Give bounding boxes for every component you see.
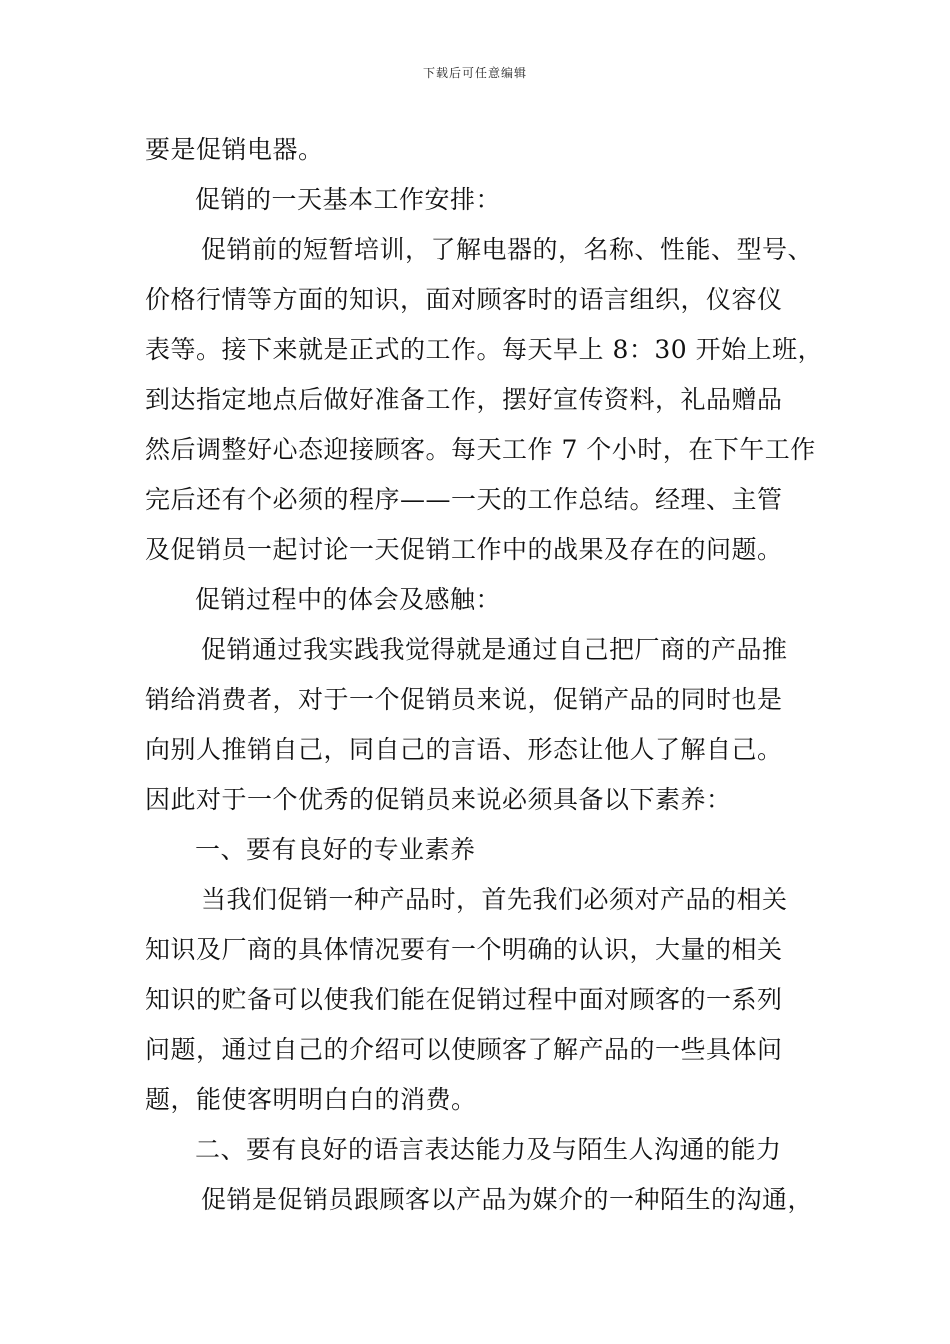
text-line: 要是促销电器。: [145, 135, 324, 164]
text-line: 到达指定地点后做好准备工作，摆好宣传资料，礼品赠品: [145, 385, 783, 414]
text-line: 然后调整好心态迎接顾客。每天工作 7 个小时，在下午工作: [145, 435, 816, 464]
text-line: 价格行情等方面的知识，面对顾客时的语言组织，仪容仪: [145, 285, 783, 314]
text-line: 及促销员一起讨论一天促销工作中的战果及存在的问题。: [145, 535, 783, 564]
text-line: 促销前的短暂培训，了解电器的，名称、性能、型号、: [201, 235, 814, 264]
text-line: 销给消费者，对于一个促销员来说，促销产品的同时也是: [145, 685, 783, 714]
text-line: 促销的一天基本工作安排：: [195, 185, 502, 214]
text-line: 一、要有良好的专业素养: [195, 835, 476, 864]
page-header: 下载后可任意编辑: [422, 66, 527, 80]
text-line: 知识及厂商的具体情况要有一个明确的认识，大量的相关: [145, 935, 783, 964]
text-line: 促销通过我实践我觉得就是通过自己把厂商的产品推: [201, 635, 788, 664]
text-line: 向别人推销自己，同自己的言语、形态让他人了解自己。: [145, 735, 783, 764]
text-line: 促销过程中的体会及感触：: [195, 585, 502, 614]
text-line: 表等。接下来就是正式的工作。每天早上 8：30 开始上班，: [145, 335, 824, 364]
text-line: 促销是促销员跟顾客以产品为媒介的一种陌生的沟通，: [201, 1185, 814, 1214]
text-line: 知识的贮备可以使我们能在促销过程中面对顾客的一系列: [145, 985, 783, 1014]
text-line: 问题，通过自己的介绍可以使顾客了解产品的一些具体问: [145, 1035, 783, 1064]
text-line: 二、要有良好的语言表达能力及与陌生人沟通的能力: [195, 1135, 782, 1164]
text-line: 题，能使客明明白白的消费。: [145, 1085, 477, 1114]
document-body: [145, 125, 824, 1225]
text-line: 因此对于一个优秀的促销员来说必须具备以下素养：: [145, 785, 732, 814]
text-line: 完后还有个必须的程序——一天的工作总结。经理、主管: [145, 485, 783, 514]
text-line: 当我们促销一种产品时，首先我们必须对产品的相关: [201, 885, 788, 914]
